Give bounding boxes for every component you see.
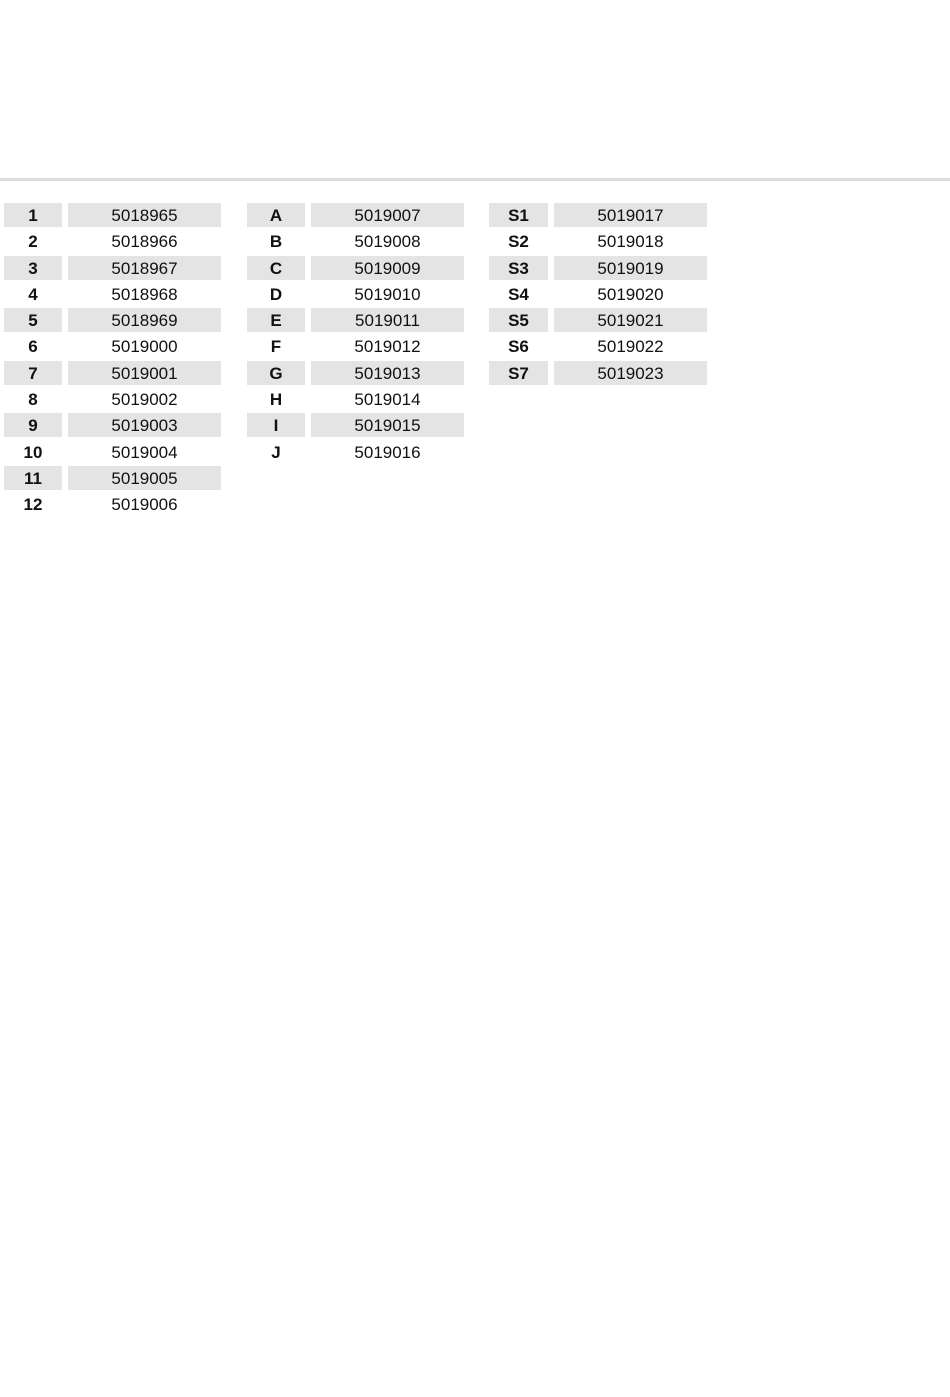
item-key: 3 <box>4 256 62 280</box>
item-key: 1 <box>4 203 62 227</box>
item-key: 2 <box>28 232 38 252</box>
part-number: 5019019 <box>554 256 707 280</box>
item-key: S2 <box>508 232 529 252</box>
item-key: 12 <box>23 495 43 515</box>
part-number: 5019023 <box>554 361 707 385</box>
item-key: J <box>271 442 281 462</box>
part-number: 5019020 <box>597 284 664 304</box>
part-number: 5019002 <box>111 390 178 410</box>
item-key: 9 <box>4 413 62 437</box>
item-key: S1 <box>489 203 548 227</box>
header-divider <box>0 178 950 181</box>
part-number: 5019013 <box>311 361 464 385</box>
part-number: 5019021 <box>554 308 707 332</box>
part-number: 5018966 <box>111 232 178 252</box>
part-number: 5019011 <box>311 308 464 332</box>
part-number: 5019007 <box>311 203 464 227</box>
part-number: 5018968 <box>111 284 178 304</box>
item-key: 7 <box>4 361 62 385</box>
part-number: 5019000 <box>111 337 178 357</box>
part-number: 5019009 <box>311 256 464 280</box>
part-number: 5019018 <box>597 232 664 252</box>
part-number: 5019010 <box>354 284 421 304</box>
item-key: C <box>247 256 305 280</box>
part-number: 5019008 <box>354 232 421 252</box>
part-number: 5018969 <box>68 308 221 332</box>
item-key: S4 <box>508 284 529 304</box>
item-key: S7 <box>489 361 548 385</box>
item-key: G <box>247 361 305 385</box>
part-number: 5019022 <box>597 337 664 357</box>
part-number: 5019004 <box>111 442 178 462</box>
item-key: I <box>247 413 305 437</box>
item-key: H <box>269 390 283 410</box>
part-number: 5019001 <box>68 361 221 385</box>
item-key: A <box>247 203 305 227</box>
item-key: S3 <box>489 256 548 280</box>
item-key: F <box>270 337 282 357</box>
part-number: 5019006 <box>111 495 178 515</box>
item-key: B <box>269 232 283 252</box>
item-key: E <box>247 308 305 332</box>
item-key: 6 <box>28 337 38 357</box>
item-key: 4 <box>28 284 38 304</box>
part-number: 5019015 <box>311 413 464 437</box>
item-key: D <box>269 284 283 304</box>
item-key: 11 <box>4 466 62 490</box>
part-number: 5019012 <box>354 337 421 357</box>
item-key: 5 <box>4 308 62 332</box>
item-key: S6 <box>508 337 529 357</box>
part-number: 5018967 <box>68 256 221 280</box>
part-number: 5019016 <box>354 442 421 462</box>
part-number: 5019003 <box>68 413 221 437</box>
item-key: 10 <box>23 442 43 462</box>
item-key: 8 <box>28 390 38 410</box>
part-number: 5018965 <box>68 203 221 227</box>
part-number: 5019014 <box>354 390 421 410</box>
part-number: 5019017 <box>554 203 707 227</box>
part-number: 5019005 <box>68 466 221 490</box>
item-key: S5 <box>489 308 548 332</box>
